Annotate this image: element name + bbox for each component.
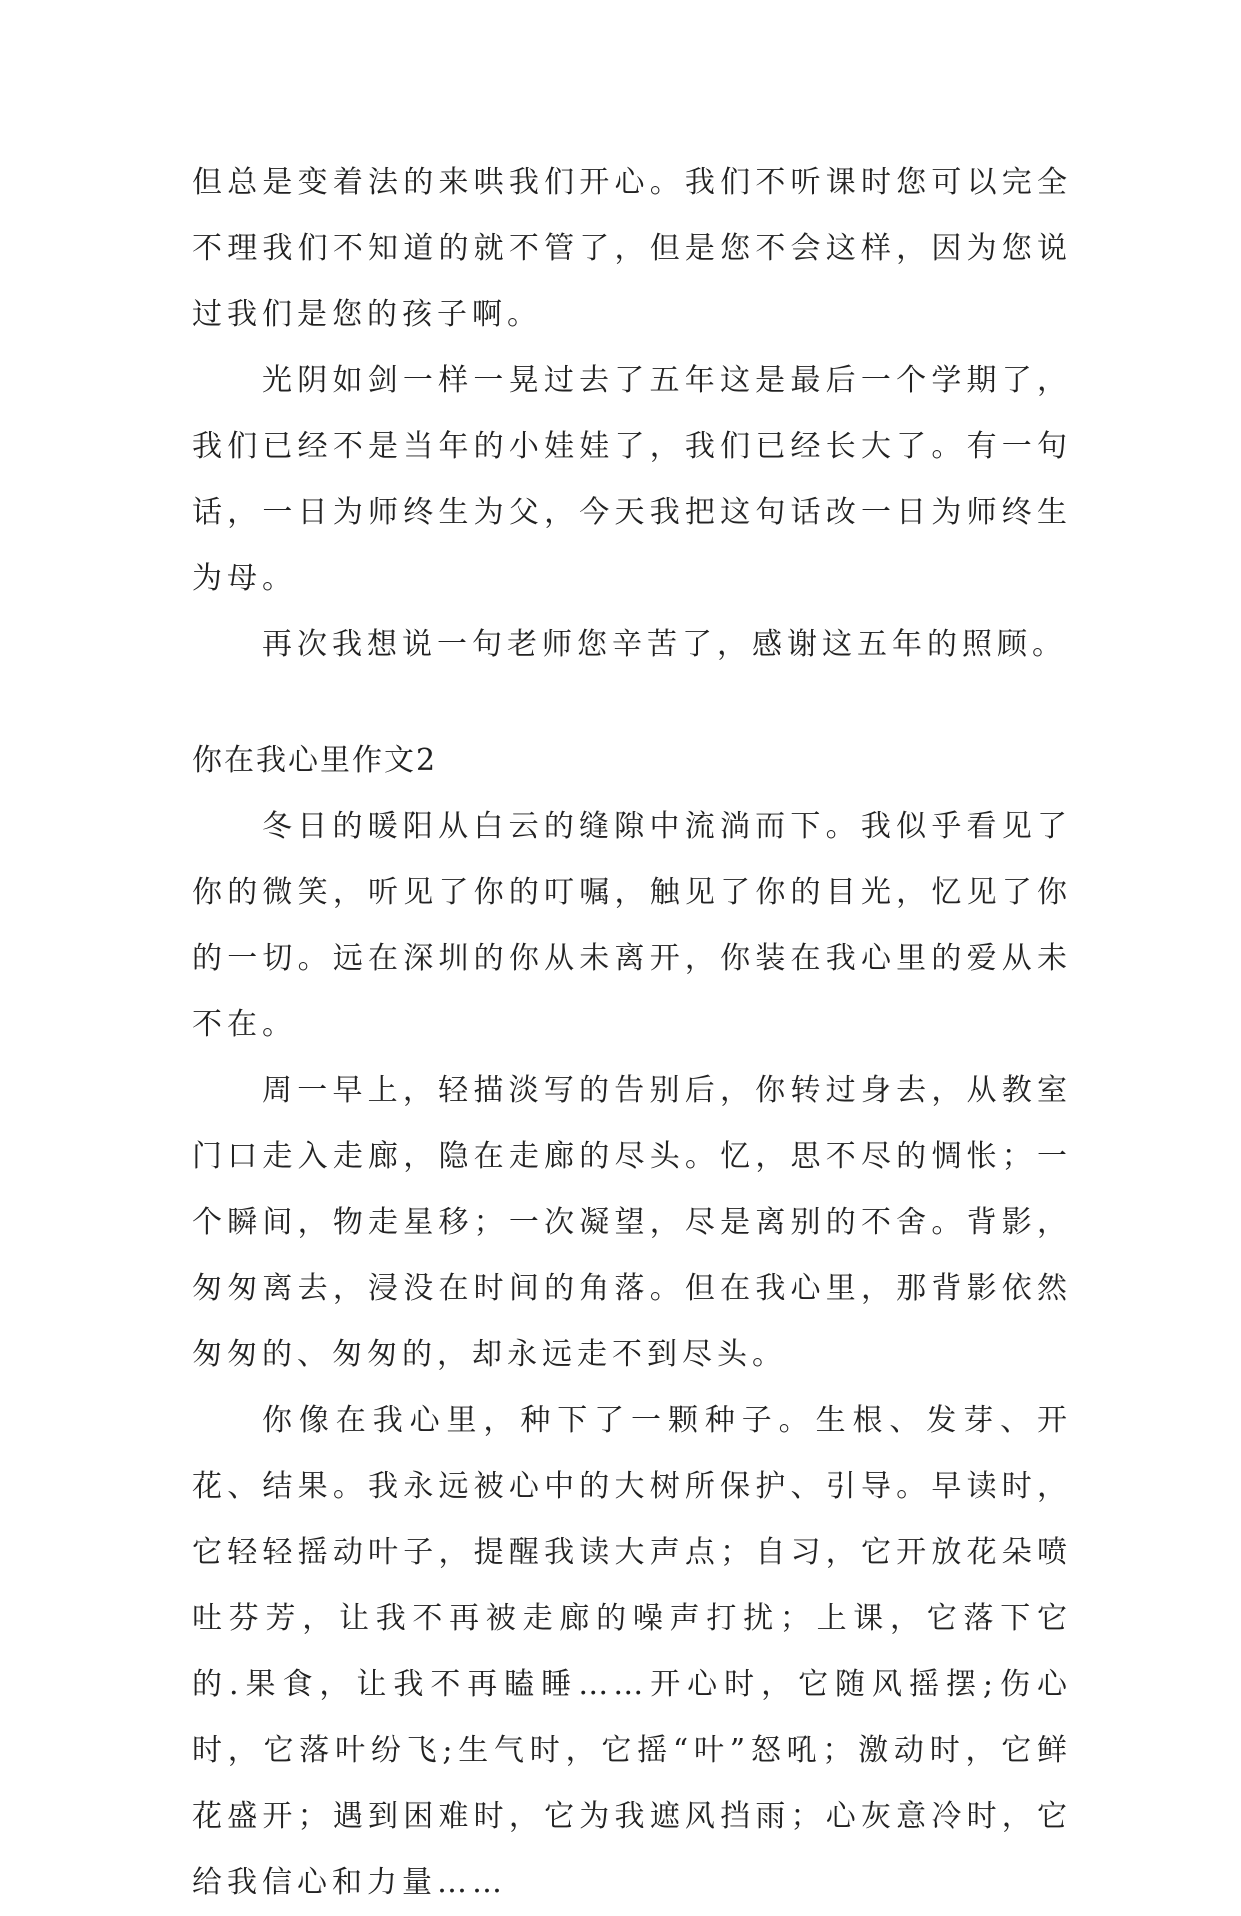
paragraph: 冬日的暖阳从白云的缝隙中流淌而下。我似乎看见了你的微笑，听见了你的叮嘱，触见了你的目光，忆见了你的一切。远在深圳的你从未离开，你装在我心里的爱从未不在。 bbox=[192, 809, 1072, 1042]
paragraph: 光阴如剑一样一晃过去了五年这是最后一个学期了，我们已经不是当年的小娃娃了，我们已经长大了。有一句话，一日为师终生为父，今天我把这句话改一日为师终生为母。 bbox=[192, 363, 1072, 596]
paragraph: 再次我想说一句老师您辛苦了，感谢这五年的照顾。 bbox=[262, 627, 1067, 662]
paragraph: 你像在我心里，种下了一颗种子。生根、发芽、开花、结果。我永远被心中的大树所保护、引导。早读时，它轻轻摇动叶子，提醒我读大声点；自习，它开放花朵喷吐芬芳，让我不再被走廊的噪声打扰；上课，它落下它的.果食，让我不再瞌睡……开心时，它随风摇摆;伤心时，它落叶纷飞;生气时，它摇“叶”怒吼；激动时，它鲜花盛开；遇到困难时，它为我遮风挡雨；心灰意冷时，它给我信心和力量…… bbox=[192, 1403, 1072, 1900]
paragraph: 但总是变着法的来哄我们开心。我们不听课时您可以完全不理我们不知道的就不管了，但是您不会这样，因为您说过我们是您的孩子啊。 bbox=[192, 165, 1072, 332]
essay-title: 你在我心里作文2 bbox=[192, 743, 438, 778]
document-body bbox=[192, 150, 1072, 1916]
paragraph: 周一早上，轻描淡写的告别后，你转过身去，从教室门口走入走廊，隐在走廊的尽头。忆，思不尽的惆怅；一个瞬间，物走星移；一次凝望，尽是离别的不舍。背影，匆匆离去，浸没在时间的角落。但在我心里，那背影依然匆匆的、匆匆的，却永远走不到尽头。 bbox=[192, 1073, 1072, 1372]
